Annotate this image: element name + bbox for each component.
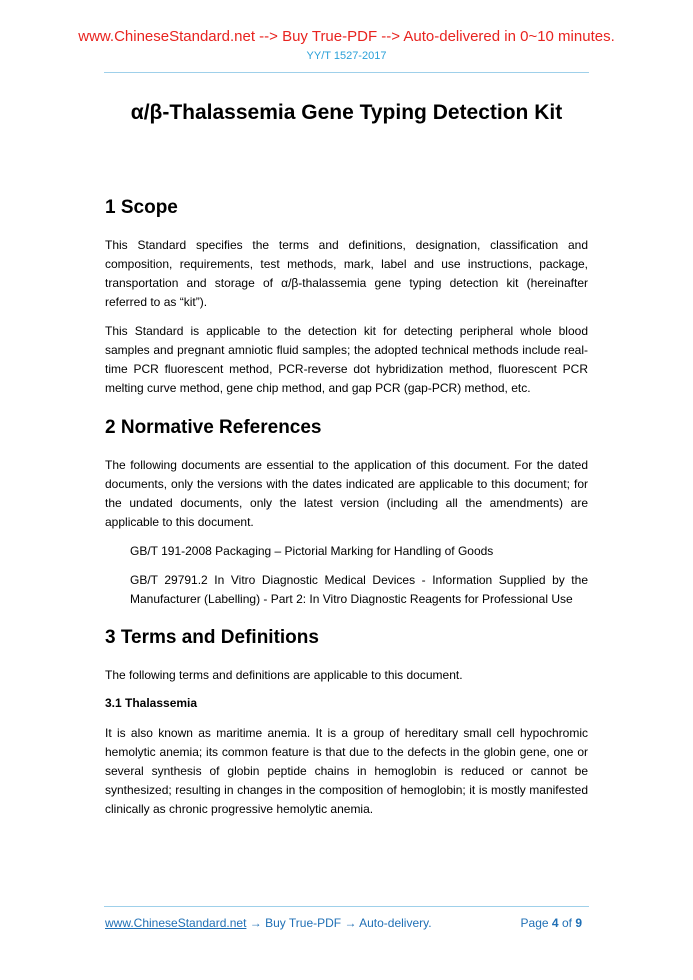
reference-item: GB/T 191-2008 Packaging – Pictorial Marking for Handling of Goods [130,544,494,558]
page-current: 4 [551,916,559,930]
footer-divider [104,906,589,907]
section-heading-scope: 1 Scope [105,197,178,218]
page-total: 9 [575,916,582,930]
scope-paragraph-2: This Standard is applicable to the detection kit for detecting peripheral whole blood samples and pregnant amniotic fluid samples; the adopted technical methods include real-time PCR fluorescent method, PCR-reverse dot hybridization method, fluorescent PCR melting curve method, gene chip method, and gap PCR (gap-PCR) method, etc. [105,324,588,395]
section-terms-definitions [105,626,588,819]
section-heading-terms: 3 Terms and Definitions [105,627,319,648]
page-label: Page [520,916,549,930]
reference-item: GB/T 29791.2 In Vitro Diagnostic Medical Devices - Information Supplied by the Manufacturer (Labelling) - Part 2: In Vitro Diagnostic Reagents for Professional Use [130,573,588,606]
promo-banner[interactable]: www.ChineseStandard.net --> Buy True-PDF --> Auto-delivered in 0~10 minutes. [78,28,615,45]
section-normative-references [105,416,588,609]
section-heading-references: 2 Normative References [105,417,322,438]
references-intro: The following documents are essential to the application of this document. For the dated documents, only the versions with the dates indicated are applicable to this document; for the undated documents, only the latest version (including all the amendments) are applicable to this document. [105,458,588,529]
scope-paragraph-1: This Standard specifies the terms and definitions, designation, classification and composition, requirements, test methods, mark, label and use instructions, package, transportation and storage of α/β-thalassemia gene typing detection kit (hereinafter referred to as “kit”). [105,238,588,309]
document-title: α/β-Thalassemia Gene Typing Detection Kit [130,101,563,124]
document-body [105,196,588,829]
page-footer [105,916,588,930]
term-definition-thalassemia: It is also known as maritime anemia. It is a group of hereditary small cell hypochromic hemolytic anemia; its common feature is that due to the defects in the globin gene, one or several synthesis of globin peptide chains in hemoglobin is reduced or cannot be synthesized; resulting in changes in the composition of hemoglobin; it is mostly manifested clinically as chronic progressive hemolytic anemia. [105,726,588,816]
reference-list [105,542,588,609]
page-of: of [561,916,572,930]
term-heading-thalassemia: 3.1 Thalassemia [105,696,198,710]
footer-site-link[interactable]: www.ChineseStandard.net [105,916,247,930]
footer-tagline: → Buy True-PDF → Auto-delivery. [246,916,432,930]
page-indicator [521,916,582,930]
section-scope [105,196,588,398]
terms-intro: The following terms and definitions are applicable to this document. [105,668,463,682]
standard-code: YY/T 1527-2017 [306,50,387,62]
header-divider [104,72,589,73]
